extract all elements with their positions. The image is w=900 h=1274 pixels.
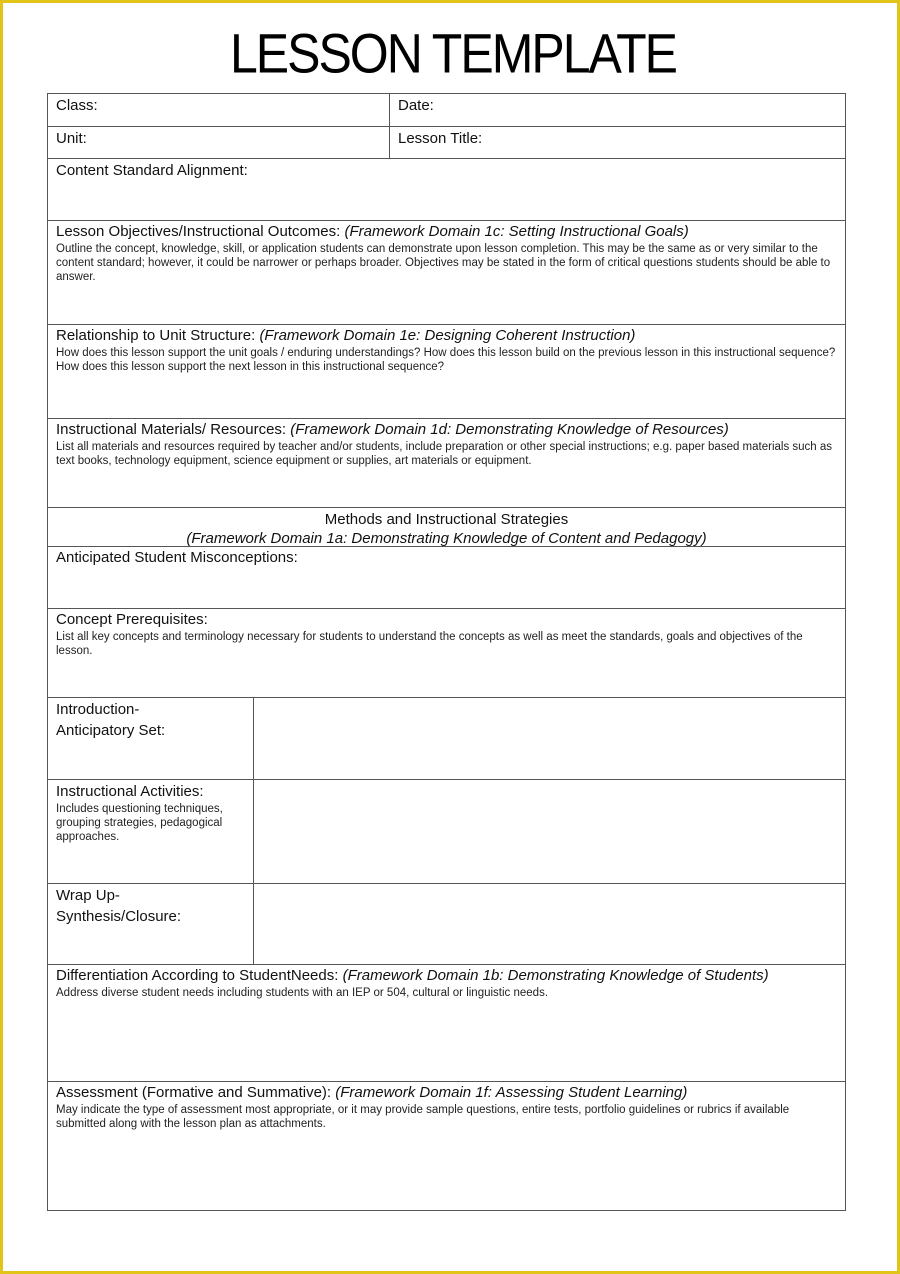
assessment-domain: (Framework Domain 1f: Assessing Student Learning): [335, 1084, 688, 1101]
methods-header: [48, 508, 845, 547]
misconceptions-section[interactable]: [48, 547, 845, 609]
misconceptions-label: Anticipated Student Misconceptions:: [56, 549, 298, 566]
date-label: Date:: [398, 97, 434, 114]
date-field[interactable]: [390, 94, 845, 126]
activities-row: [48, 780, 845, 884]
materials-description: List all materials and resources required by teacher and/or students, include preparation or other special instructions; e.g. paper based materials such as text books, technology equipment, science equipment or supplies, art materials or equipment.: [56, 441, 833, 467]
wrapup-row: [48, 884, 845, 965]
activities-label: Instructional Activities:: [56, 783, 204, 800]
relationship-label: Relationship to Unit Structure:: [56, 327, 256, 344]
methods-domain: (Framework Domain 1a: Demonstrating Knowledge of Content and Pedagogy): [186, 530, 707, 547]
materials-section[interactable]: [48, 419, 845, 508]
differentiation-section[interactable]: [48, 965, 845, 1082]
lesson-title-label: Lesson Title:: [398, 130, 483, 147]
introduction-label-cell: [48, 698, 254, 779]
introduction-input[interactable]: [254, 698, 845, 779]
relationship-domain: (Framework Domain 1e: Designing Coherent Instruction): [259, 327, 636, 344]
activities-description: Includes questioning techniques, grouping strategies, pedagogical approaches.: [56, 803, 223, 843]
assessment-section[interactable]: [48, 1082, 845, 1210]
prerequisites-section[interactable]: [48, 609, 845, 698]
methods-label: Methods and Instructional Strategies: [324, 511, 569, 528]
wrapup-label-cell: [48, 884, 254, 964]
objectives-description: Outline the concept, knowledge, skill, or application students can demonstrate upon lesson completion. This may be the same as or very similar to the content standard; however, it could be narrower or perhaps broader. Objectives may be stated in the form of critical questions students should be able to answer.: [56, 243, 831, 283]
class-label: Class:: [56, 97, 98, 114]
unit-label: Unit:: [56, 130, 87, 147]
wrapup-label-line1: Wrap Up-: [56, 887, 120, 904]
lesson-title-field[interactable]: [390, 127, 845, 158]
introduction-row: [48, 698, 845, 780]
objectives-label: Lesson Objectives/Instructional Outcomes:: [56, 223, 341, 240]
materials-domain: (Framework Domain 1d: Demonstrating Knowledge of Resources): [290, 421, 729, 438]
content-standard-label: Content Standard Alignment:: [56, 162, 248, 179]
content-standard-section[interactable]: [48, 159, 845, 221]
differentiation-description: Address diverse student needs including students with an IEP or 504, cultural or linguistic needs.: [56, 987, 549, 999]
prerequisites-description: List all key concepts and terminology necessary for students to understand the concepts as well as meet the standards, goals and objectives of the lesson.: [56, 631, 803, 657]
unit-field[interactable]: [48, 127, 390, 158]
activities-input[interactable]: [254, 780, 845, 883]
wrapup-input[interactable]: [254, 884, 845, 964]
differentiation-label: Differentiation According to StudentNeeds:: [56, 967, 339, 984]
differentiation-domain: (Framework Domain 1b: Demonstrating Knowledge of Students): [342, 967, 769, 984]
assessment-label: Assessment (Formative and Summative):: [56, 1084, 332, 1101]
activities-label-cell: [48, 780, 254, 883]
wrapup-label-line2: Synthesis/Closure:: [56, 908, 182, 925]
relationship-description: How does this lesson support the unit goals / enduring understandings? How does this lesson build on the previous lesson in this instructional sequence? How does this lesson support the next lesson in this instructional sequence?: [56, 347, 836, 373]
prerequisites-label: Concept Prerequisites:: [56, 611, 208, 628]
materials-label: Instructional Materials/ Resources:: [56, 421, 287, 438]
objectives-domain: (Framework Domain 1c: Setting Instructional Goals): [344, 223, 689, 240]
page-title: LESSON TEMPLATE: [229, 22, 677, 85]
class-field[interactable]: [48, 94, 390, 126]
assessment-description: May indicate the type of assessment most appropriate, or it may provide sample questions, entire tests, portfolio guidelines or rubrics if available submitted along with the lesson plan as attachments.: [56, 1104, 790, 1130]
objectives-section[interactable]: [48, 221, 845, 325]
relationship-section[interactable]: [48, 325, 845, 419]
lesson-form: [47, 93, 846, 1211]
introduction-label-line2: Anticipatory Set:: [56, 722, 166, 739]
class-date-row: [48, 94, 845, 127]
unit-title-row: [48, 127, 845, 159]
introduction-label-line1: Introduction-: [56, 701, 140, 718]
